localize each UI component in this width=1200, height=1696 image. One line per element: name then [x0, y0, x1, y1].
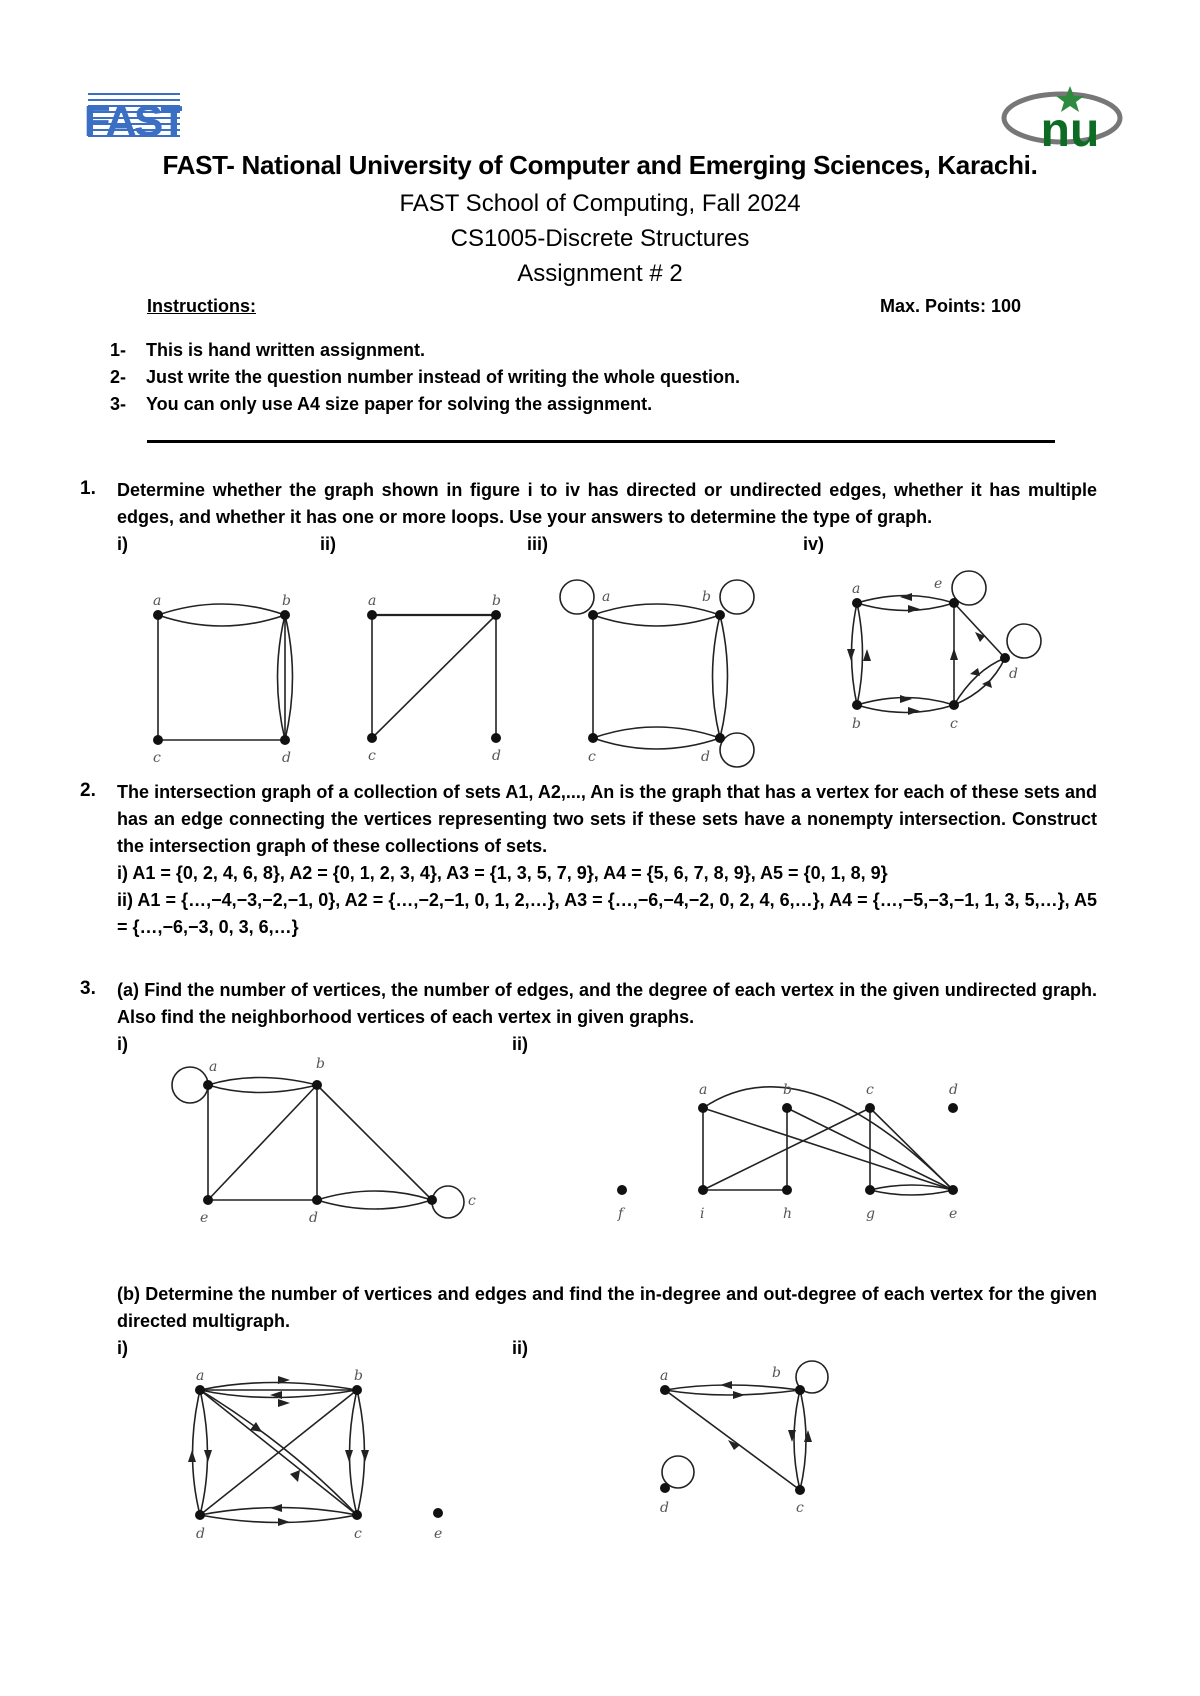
- vertex-label: d: [949, 1082, 958, 1098]
- max-points: Max. Points: 100: [880, 296, 1022, 316]
- figure-label: ii): [512, 1338, 528, 1358]
- vertex-label: d: [660, 1500, 669, 1516]
- instruction-text: Just write the question number instead of writing the whole question.: [146, 367, 741, 387]
- vertex-label: f: [618, 1206, 624, 1222]
- vertex-label: a: [660, 1368, 669, 1384]
- question-2-part-i: i) A1 = {0, 2, 4, 6, 8}, A2 = {0, 1, 2, 3, 4}, A3 = {1, 3, 5, 7, 9}, A4 = {5, 6, 7, 8, 9}, A5 = {0, 1, 8, 9}: [117, 863, 888, 883]
- figure-label: iii): [527, 534, 548, 554]
- assignment-title: Assignment # 2: [517, 260, 683, 287]
- vertex-label: a: [852, 581, 861, 597]
- question-number: 3.: [80, 978, 96, 999]
- instruction-text: This is hand written assignment.: [146, 340, 426, 360]
- vertex-label: b: [772, 1365, 781, 1381]
- vertex-label: c: [588, 749, 596, 765]
- figure-label: i): [117, 534, 128, 554]
- figure-label: i): [117, 1338, 128, 1358]
- vertex-label: c: [468, 1193, 476, 1209]
- vertex-label: d: [282, 750, 291, 766]
- vertex-label: c: [866, 1082, 874, 1098]
- vertex-label: e: [949, 1206, 958, 1222]
- vertex-label: h: [783, 1206, 793, 1222]
- vertex-label: c: [950, 716, 958, 732]
- question-1-text: Determine whether the graph shown in figure i to iv has directed or undirected edges, whether it has multiple edges, and whether it has one or more loops. Use your answers to determine the type of graph.: [117, 480, 1097, 527]
- vertex-label: a: [602, 589, 611, 605]
- vertex-label: g: [866, 1206, 875, 1222]
- vertex-label: c: [796, 1500, 804, 1516]
- vertex-label: d: [309, 1210, 318, 1226]
- vertex-label: c: [153, 750, 161, 766]
- vertex-label: b: [492, 593, 501, 609]
- vertex-label: b: [783, 1082, 792, 1098]
- question-3b-text: (b) Determine the number of vertices and edges and find the in-degree and out-degree of each vertex for the given directed multigraph.: [117, 1284, 1097, 1331]
- vertex-label: d: [196, 1526, 205, 1540]
- vertex-label: b: [354, 1368, 363, 1384]
- vertex-label: a: [368, 593, 377, 609]
- figure-label: iv): [803, 534, 825, 554]
- q3a-graphs: [0, 1055, 1200, 1235]
- svg-text:FAST: FAST: [86, 97, 182, 146]
- vertex-label: e: [934, 576, 943, 592]
- divider: [147, 440, 1055, 443]
- vertex-label: a: [699, 1082, 708, 1098]
- school-title: FAST School of Computing, Fall 2024: [399, 190, 801, 217]
- vertex-label: d: [492, 748, 501, 764]
- instruction-number: 1-: [110, 340, 127, 360]
- question-number: 1.: [80, 478, 96, 499]
- question-3a-text: (a) Find the number of vertices, the number of edges, and the degree of each vertex in the given undirected graph. Also find the neighborhood vertices of each vertex in given graphs.: [117, 980, 1097, 1027]
- vertex-label: c: [368, 748, 376, 764]
- figure-label: i): [117, 1034, 128, 1054]
- vertex-label: d: [1009, 666, 1018, 682]
- vertex-label: b: [282, 593, 291, 609]
- fast-logo: [86, 86, 182, 146]
- course-title: CS1005-Discrete Structures: [450, 225, 750, 252]
- q3b-graphs: [0, 1360, 1200, 1540]
- q1-graphs: [0, 560, 1200, 775]
- instruction-number: 2-: [110, 367, 127, 387]
- figure-label: ii): [512, 1034, 528, 1054]
- vertex-label: a: [153, 593, 162, 609]
- instructions-heading: Instructions:: [147, 296, 257, 316]
- question-2-text: The intersection graph of a collection of sets A1, A2,..., An is the graph that has a vertex for each of these sets and has an edge connecting the vertices representing two sets if these sets have a nonempty intersection. Construct the intersection graph of these collections of sets.: [117, 782, 1097, 856]
- svg-text:nu: nu: [1040, 104, 1100, 157]
- vertex-label: e: [200, 1210, 209, 1226]
- vertex-label: e: [434, 1526, 443, 1540]
- vertex-label: a: [209, 1059, 218, 1075]
- instruction-number: 3-: [110, 394, 127, 414]
- vertex-label: b: [852, 716, 861, 732]
- instruction-text: You can only use A4 size paper for solving the assignment.: [146, 394, 653, 414]
- question-number: 2.: [80, 780, 96, 801]
- vertex-label: c: [354, 1526, 362, 1540]
- vertex-label: d: [701, 749, 710, 765]
- question-2-part-ii: ii) A1 = {…,−4,−3,−2,−1, 0}, A2 = {…,−2,−1, 0, 1, 2,…}, A3 = {…,−6,−4,−2, 0, 2, 4, 6,…}, A4 = {…,−5,−3,−1, 1, 3, 5,…}, A5 = {…,−6,−3, 0, 3, 6,…}: [117, 890, 1097, 937]
- vertex-label: b: [316, 1056, 325, 1072]
- nu-logo: [1000, 82, 1130, 158]
- university-title: FAST- National University of Computer and Emerging Sciences, Karachi.: [162, 150, 1038, 180]
- figure-label: ii): [320, 534, 336, 554]
- vertex-label: b: [702, 589, 711, 605]
- vertex-label: i: [700, 1206, 705, 1222]
- vertex-label: a: [196, 1368, 205, 1384]
